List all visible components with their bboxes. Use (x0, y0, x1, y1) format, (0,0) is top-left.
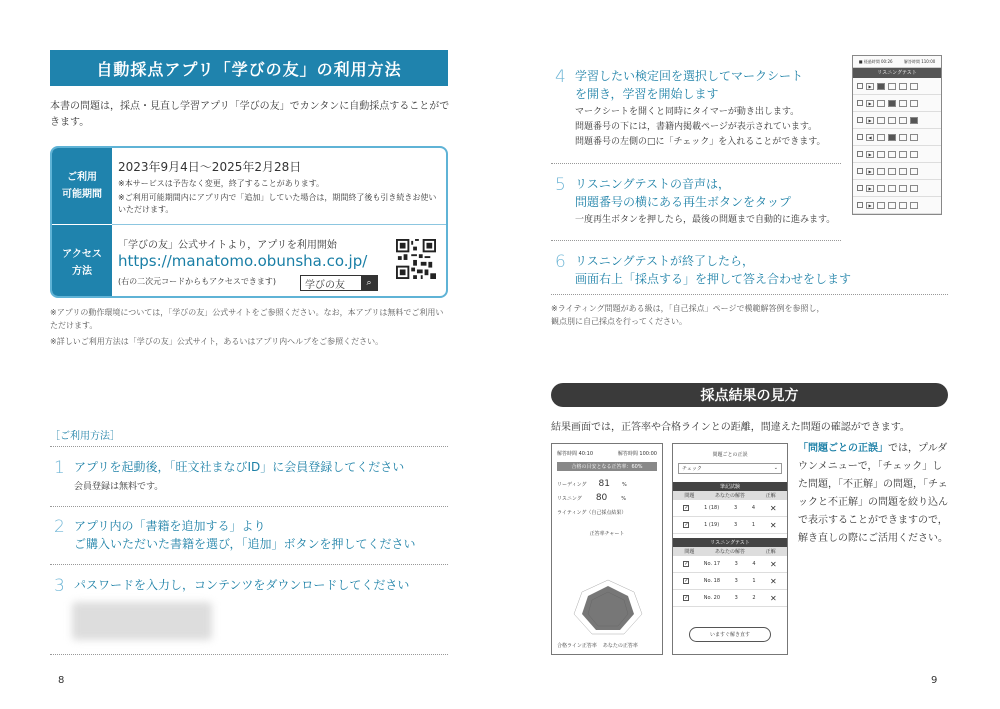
step-subtext: 問題番号の左側の□に「チェック」を入れることができます。 (575, 137, 826, 147)
close-icon: ✕ (770, 593, 777, 603)
answer-time: 解答時間 110:00 (903, 58, 936, 64)
step-text: 画面右上「採点する」を押して答え合わせをします (575, 272, 852, 286)
your-answer: 3 (734, 578, 738, 584)
question-number: No. 20 (703, 595, 721, 601)
step-text: ご購入いただいた書籍を選び，「追加」ボタンを押してください (74, 537, 416, 551)
question-number: No. 18 (703, 578, 721, 584)
step-number: 2 (54, 517, 65, 537)
footnote: ※アプリの動作環境については，「学びの友」公式サイトをご参照ください。なお，本アプリは無料でご利用いただけます。 (50, 308, 444, 330)
sheet-row (853, 112, 941, 129)
access-label-line2: 方法 (71, 265, 92, 277)
close-icon: ✕ (770, 559, 777, 569)
table-row[interactable] (673, 517, 787, 534)
period-label-line1: ご利用 (67, 172, 97, 183)
section-title: 採点結果の見方 (551, 383, 948, 407)
checkbox (857, 100, 863, 106)
sheet-header: リスニングテスト (853, 68, 941, 78)
page-title: 自動採点アプリ「学びの友」の利用方法 (50, 50, 448, 86)
intro-text: 本書の問題は，採点・見直し学習アプリ「学びの友」でカンタンに自動採点することができます。 (50, 101, 450, 128)
step-number: 4 (555, 67, 566, 87)
checkbox[interactable]: ✓ (684, 578, 689, 584)
checkbox (857, 151, 863, 157)
results-screen (551, 443, 663, 655)
play-icon: ▶ (866, 117, 874, 124)
step-text: リスニングテストの音声は， (575, 177, 731, 191)
reading-value: 81 (598, 479, 610, 489)
writing-note (551, 302, 951, 328)
your-answer: 3 (734, 561, 738, 567)
correct-answer: 1 (751, 522, 756, 528)
step-number: 1 (54, 458, 65, 478)
access-label-line1: アクセス (62, 248, 102, 260)
section-header: 筆記試験 (673, 482, 787, 491)
step-text: 学習したい検定回を選択してマークシート (575, 69, 804, 83)
period-label-line2: 可能期間 (62, 189, 102, 200)
correct-answer: 4 (752, 561, 756, 567)
correct-answer: 2 (752, 595, 756, 601)
chevron-down-icon: ⌄ (773, 465, 778, 471)
period-note: ※ご利用可能期間内にアプリ内で「追加」していた場合は，期間終了後も引き続きお使いいただけます。 (118, 193, 437, 214)
checkbox[interactable]: ✓ (684, 561, 689, 567)
section-intro: 結果画面では，正答率や合格ラインとの距離，間違えた問題の確認ができます。 (551, 422, 910, 433)
search-box (300, 275, 378, 291)
listening-value: 80 (595, 493, 608, 503)
page-number: 9 (931, 675, 938, 686)
play-icon: ▶ (866, 185, 874, 192)
column-header: 問題 (684, 493, 695, 499)
column-header: 正解 (765, 493, 776, 499)
description-emphasis: 「問題ごとの正誤」 (798, 443, 888, 454)
pass-line-bar: 合格の目安となる正答率：60% (557, 462, 657, 471)
access-label (52, 225, 112, 298)
column-header: あなたの解答 (714, 549, 745, 555)
question-number: 1 (18) (704, 505, 720, 511)
sheet-row (853, 146, 941, 163)
listening-label: リスニング (557, 496, 582, 502)
column-headers (673, 547, 787, 556)
footnote: ※詳しいご利用方法は「学びの友」公式サイト，あるいはアプリ内ヘルプをご参照ください。 (50, 337, 384, 346)
question-number: 1 (19) (704, 522, 720, 528)
table-row[interactable] (673, 500, 787, 517)
step-4 (555, 67, 826, 150)
play-icon: ▶ (866, 168, 874, 175)
search-box-text: 学びの友 (305, 279, 345, 291)
step-subtext: 一度再生ボタンを押したら，最後の問題まで自動的に進みます。 (575, 215, 836, 225)
correct-answer: 4 (751, 505, 756, 511)
step-text: パスワードを入力し，コンテンツをダウンロードしてください (74, 578, 410, 592)
checkbox (857, 168, 863, 174)
screen-title: 問題ごとの正誤 (712, 452, 748, 458)
column-headers (673, 491, 787, 500)
checkbox (857, 185, 863, 191)
your-answer: 3 (733, 505, 738, 511)
description (798, 440, 948, 548)
time-readout: 解答時間 100:00 (617, 451, 657, 457)
speaker-icon: ◀ (866, 134, 874, 141)
step-5 (555, 175, 835, 228)
step-subtext: 会員登録は無料です。 (74, 482, 164, 492)
your-answer: 3 (734, 595, 738, 601)
step-number: 3 (54, 576, 65, 596)
sheet-row (853, 163, 941, 180)
written-rows (673, 500, 787, 534)
qr-code[interactable] (396, 239, 436, 279)
checkbox (857, 134, 863, 140)
percent-sign: % (621, 482, 627, 488)
table-row[interactable] (673, 590, 787, 607)
step-3 (54, 576, 409, 596)
note-line: 観点別に自己採点を行ってください。 (551, 317, 687, 326)
checkbox[interactable]: ✓ (684, 505, 689, 511)
writing-label: ライティング（自己採点結果） (557, 510, 627, 516)
info-box (50, 146, 448, 298)
radar-chart (568, 578, 648, 638)
correct-answer: 1 (752, 578, 756, 584)
access-text: 「学びの友」公式サイトより，アプリを利用開始 (118, 240, 337, 251)
site-url-link[interactable]: https://manatomo.obunsha.co.jp/ (118, 252, 368, 270)
period-label (52, 148, 112, 224)
step-subtext: 問題番号の下には，書籍内掲載ページが表示されています。 (575, 122, 818, 132)
section-header: リスニングテスト (673, 538, 787, 547)
period-note: ※本サービスは予告なく変更，終了することがあります。 (118, 179, 325, 188)
your-answer: 3 (733, 522, 738, 528)
checkbox[interactable]: ✓ (684, 595, 689, 601)
percent-sign: % (621, 496, 627, 502)
period-date: 2023年9月4日～2025年2月28日 (118, 160, 302, 174)
step-subtext: マークシートを開くと同時にタイマーが動き出します。 (575, 107, 800, 117)
howto-label: ［ご利用方法］ (50, 431, 120, 442)
listening-rows (673, 556, 787, 607)
close-icon: ✕ (770, 576, 777, 586)
step-number: 5 (555, 175, 566, 195)
step-text: を開き，学習を開始します (575, 87, 719, 101)
question-results-screen (672, 443, 788, 655)
reading-label: リーディング (557, 482, 587, 488)
sheet-row (853, 95, 941, 112)
step-text: リスニングテストが終了したら， (575, 254, 755, 268)
close-icon: ✕ (769, 520, 777, 530)
time-readout: 解答時間 40:10 (557, 451, 593, 457)
step-6 (555, 252, 851, 288)
sheet-row (853, 78, 941, 95)
column-header: 正解 (765, 549, 776, 555)
question-number: No. 17 (703, 561, 721, 567)
search-icon: ⌕ (361, 276, 377, 290)
sheet-row (853, 180, 941, 197)
step-number: 6 (555, 252, 566, 272)
table-row[interactable] (673, 556, 787, 573)
step-text: 問題番号の横にある再生ボタンをタップ (575, 195, 792, 209)
step-2 (54, 517, 416, 553)
step-text: アプリ内の「書籍を追加する」より (74, 519, 266, 533)
checkbox (857, 83, 863, 89)
play-icon: ▶ (866, 100, 874, 107)
note-line: ※ライティング問題がある級は，「自己採点」ページで模範解答例を参照し， (551, 304, 825, 313)
filter-value: チェック (682, 466, 702, 472)
sheet-row (853, 197, 941, 214)
chart-title: 正答率チャート (589, 531, 625, 537)
column-header: あなたの解答 (714, 493, 745, 499)
checkbox (857, 117, 863, 123)
play-icon: ▶ (866, 83, 874, 90)
legend-item: 合格ライン正答率 (557, 643, 597, 649)
checkbox (857, 202, 863, 208)
retry-button[interactable]: いますぐ解き直す (689, 627, 771, 642)
description-body: では，プルダウンメニューで，「チェック」した問題，「不正解」の問題，「チェックと不正解」の問題を絞り込んで表示することができますので，解き直しの際にご活用ください。 (798, 443, 948, 544)
checkbox[interactable]: ✓ (684, 522, 689, 528)
step-text: アプリを起動後，「旺文社まなびID」に会員登録してください (74, 460, 405, 474)
filter-dropdown[interactable] (678, 463, 782, 474)
step-1 (54, 458, 404, 495)
blurred-password (72, 602, 212, 640)
play-icon: ▶ (866, 151, 874, 158)
column-header: 問題 (684, 549, 695, 555)
legend-item: あなたの正答率 (602, 643, 638, 649)
qr-note: (右の二次元コードからもアクセスできます) (118, 277, 277, 286)
elapsed-time: ■ 経過時間 00:26 (858, 58, 893, 64)
marksheet-screenshot (852, 55, 942, 215)
page-number: 8 (58, 675, 65, 686)
table-row[interactable] (673, 573, 787, 590)
close-icon: ✕ (769, 503, 777, 513)
sheet-row (853, 129, 941, 146)
play-icon: ▶ (866, 202, 874, 209)
